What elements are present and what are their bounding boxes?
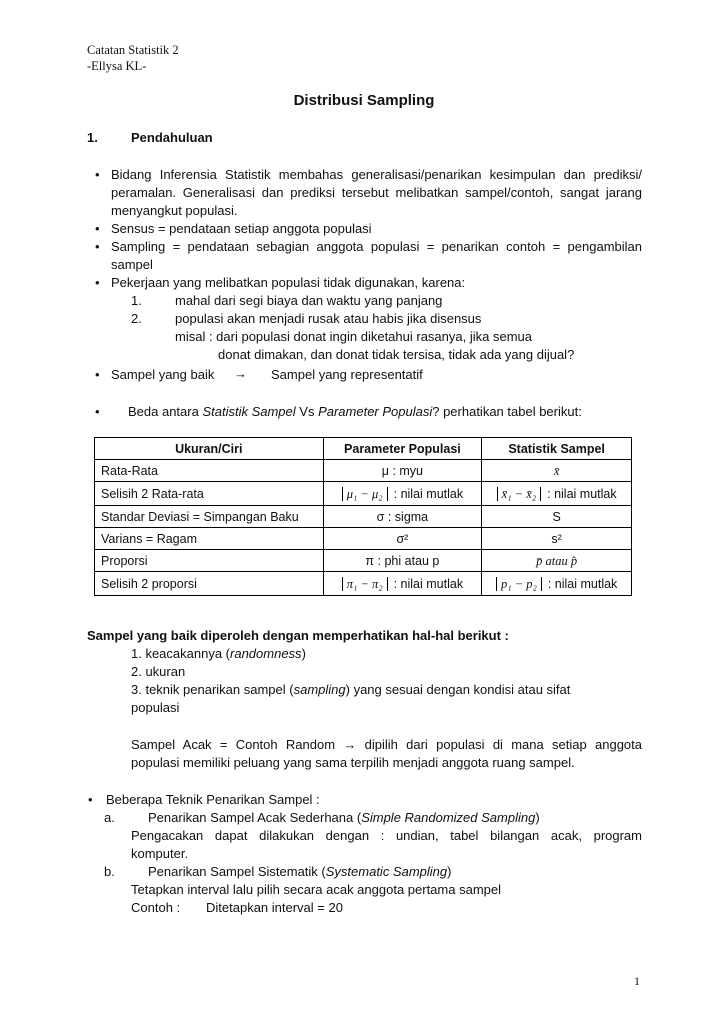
table-row bbox=[95, 506, 632, 528]
bullet-dot: • bbox=[95, 367, 100, 382]
cell-stat: x̄ bbox=[482, 460, 632, 482]
cell-stat: S bbox=[482, 506, 632, 528]
cell-param: σ² bbox=[323, 528, 482, 550]
cell-ciri: Selisih 2 Rata-rata bbox=[95, 482, 324, 506]
bullet-5-right: Sampel yang representatif bbox=[271, 367, 423, 382]
bullet-1-line-1: Bidang Inferensia Statistik membahas generalisasi/penarikan kesimpulan dan prediksi/ bbox=[111, 167, 642, 182]
reason-number: 1. bbox=[131, 293, 142, 308]
bullet-dot: • bbox=[95, 167, 100, 182]
section-number: 1. bbox=[87, 130, 98, 145]
reason-item: populasi akan menjadi rusak atau habis jika disensus bbox=[175, 311, 482, 326]
bullet-1-line-2: peramalan. Generalisasi dan prediksi tersebut melibatkan sampel/contoh, sangat jarang bbox=[111, 185, 642, 200]
bullet-dot: • bbox=[88, 792, 93, 807]
good-sample-heading: Sampel yang baik diperoleh dengan memperhatikan hal-hal berikut : bbox=[87, 628, 509, 643]
bullet-5-left: Sampel yang baik bbox=[111, 367, 215, 382]
bullet-4: Pekerjaan yang melibatkan populasi tidak digunakan, karena: bbox=[111, 275, 466, 290]
section-heading: Pendahuluan bbox=[131, 130, 213, 145]
abs-formula: μ₁ − μ₂ bbox=[342, 487, 388, 501]
bullet-3-line-2: sampel bbox=[111, 257, 153, 272]
cell-param: σ : sigma bbox=[323, 506, 482, 528]
page-title: Distribusi Sampling bbox=[293, 92, 435, 109]
cell-stat: x̄₁ − x̄₂ : nilai mutlak bbox=[482, 482, 632, 506]
techniques-heading: Beberapa Teknik Penarikan Sampel : bbox=[106, 792, 320, 807]
cell-param: π : phi atau p bbox=[323, 550, 482, 572]
table-row bbox=[95, 528, 632, 550]
criteria-item: 3. teknik penarikan sampel (sampling) yang sesuai dengan kondisi atau sifat bbox=[131, 682, 571, 697]
header-author: -Ellysa KL- bbox=[87, 59, 147, 73]
technique-desc: Pengacakan dapat dilakukan dengan : undian, tabel bilangan acak, program bbox=[131, 828, 642, 843]
reason-item: mahal dari segi biaya dan waktu yang panjang bbox=[175, 293, 443, 308]
table-header: Statistik Sampel bbox=[482, 438, 632, 460]
page-number: 1 bbox=[634, 974, 640, 988]
abs-formula: π₁ − π₂ bbox=[342, 577, 388, 591]
cell-param: μ₁ − μ₂ : nilai mutlak bbox=[323, 482, 482, 506]
bullet-dot: • bbox=[95, 404, 100, 419]
bullet-1-line-3: menyangkut populasi. bbox=[111, 203, 238, 218]
bullet-dot: • bbox=[95, 275, 100, 290]
technique-title: Penarikan Sampel Acak Sederhana (Simple Randomized Sampling) bbox=[148, 810, 540, 825]
abs-formula: x̄₁ − x̄₂ bbox=[497, 487, 541, 501]
cell-ciri: Rata-Rata bbox=[95, 460, 324, 482]
example-label: Contoh : bbox=[131, 900, 181, 915]
technique-title: Penarikan Sampel Sistematik (Systematic Sampling) bbox=[148, 864, 452, 879]
bullet-dot: • bbox=[95, 221, 100, 236]
example-value: Ditetapkan interval = 20 bbox=[206, 900, 343, 915]
random-sample-def-1: Sampel Acak = Contoh Random → dipilih dari populasi di mana setiap anggota bbox=[131, 737, 642, 752]
table-row bbox=[95, 550, 632, 572]
cell-ciri: Varians = Ragam bbox=[95, 528, 324, 550]
technique-label: b. bbox=[104, 864, 115, 879]
header-course: Catatan Statistik 2 bbox=[87, 43, 179, 57]
bullet-2: Sensus = pendataan setiap anggota populasi bbox=[111, 221, 372, 236]
technique-label: a. bbox=[104, 810, 115, 825]
bullet-3-line-1: Sampling = pendataan sebagian anggota populasi = penarikan contoh = pengambilan bbox=[111, 239, 642, 254]
example-line-1: misal : dari populasi donat ingin diketahui rasanya, jika semua bbox=[175, 329, 532, 344]
example-line-2: donat dimakan, dan donat tidak tersisa, tidak ada yang dijual? bbox=[218, 347, 575, 362]
technique-desc: Tetapkan interval lalu pilih secara acak anggota pertama sampel bbox=[131, 882, 501, 897]
criteria-item-cont: populasi bbox=[131, 700, 180, 715]
cell-param: π₁ − π₂ : nilai mutlak bbox=[323, 572, 482, 596]
cell-param: μ : myu bbox=[323, 460, 482, 482]
cell-ciri: Standar Deviasi = Simpangan Baku bbox=[95, 506, 324, 528]
bullet-dot: • bbox=[95, 239, 100, 254]
table-row bbox=[95, 460, 632, 482]
cell-ciri: Selisih 2 proporsi bbox=[95, 572, 324, 596]
arrow-icon: → bbox=[234, 366, 247, 381]
reason-number: 2. bbox=[131, 311, 142, 326]
cell-stat: s² bbox=[482, 528, 632, 550]
table-header-row bbox=[95, 438, 632, 460]
cell-ciri: Proporsi bbox=[95, 550, 324, 572]
criteria-item: 2. ukuran bbox=[131, 664, 186, 679]
table-header: Parameter Populasi bbox=[323, 438, 482, 460]
table-row bbox=[95, 572, 632, 596]
comparison-table bbox=[94, 437, 632, 596]
table-row bbox=[95, 482, 632, 506]
table-header: Ukuran/Ciri bbox=[95, 438, 324, 460]
abs-formula: p₁ − p₂ bbox=[496, 577, 542, 591]
bullet-6: Beda antara Statistik Sampel Vs Parameter Populasi? perhatikan tabel berikut: bbox=[128, 404, 582, 419]
random-sample-def-2: populasi memiliki peluang yang sama terpilih menjadi anggota ruang sampel. bbox=[131, 755, 575, 770]
cell-stat: p₁ − p₂ : nilai mutlak bbox=[482, 572, 632, 596]
cell-stat: p̄ atau p̂ bbox=[482, 550, 632, 572]
technique-desc-cont: komputer. bbox=[131, 846, 189, 861]
criteria-item: 1. keacakannya (randomness) bbox=[131, 646, 306, 661]
